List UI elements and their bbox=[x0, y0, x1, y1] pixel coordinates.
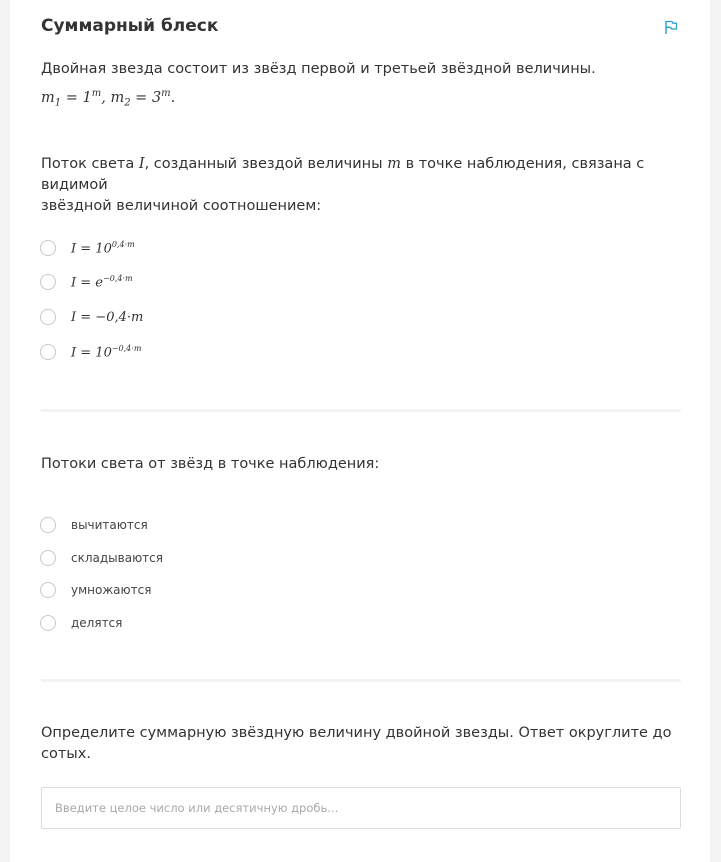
problem-intro: Двойная звезда состоит из звёзд первой и третьей звёздной величины. bbox=[41, 61, 596, 77]
q1-option-1[interactable] bbox=[40, 238, 135, 258]
option-label: $I = 10^{0,4\cdot m}$ bbox=[71, 239, 135, 257]
option-label: умножаются bbox=[71, 583, 152, 597]
radio-button[interactable] bbox=[40, 615, 56, 631]
q1-option-4[interactable] bbox=[40, 342, 141, 362]
q2-option-3[interactable] bbox=[40, 580, 151, 600]
option-label: $I = e^{-0,4\cdot m}$ bbox=[71, 273, 133, 291]
radio-button[interactable] bbox=[40, 240, 56, 256]
task-card bbox=[10, 0, 710, 862]
section-divider bbox=[41, 679, 681, 682]
q2-option-1[interactable] bbox=[40, 515, 148, 535]
problem-formula: $m_1 = 1^m$, $m_2 = 3^m$. bbox=[41, 88, 176, 109]
q1-option-2[interactable] bbox=[40, 272, 133, 292]
option-label: $I = 10^{-0,4\cdot m}$ bbox=[71, 343, 142, 361]
answer-input[interactable] bbox=[41, 787, 681, 829]
question-1-text: Поток света I, созданный звездой величины m в точке наблюдения, связана с видимой звёздной величиной соотношением: bbox=[41, 156, 645, 214]
q2-option-4[interactable] bbox=[40, 613, 122, 633]
option-label: складываются bbox=[71, 551, 163, 565]
option-label: делятся bbox=[71, 616, 123, 630]
radio-button[interactable] bbox=[40, 517, 56, 533]
q1-option-3[interactable] bbox=[40, 307, 143, 327]
radio-button[interactable] bbox=[40, 550, 56, 566]
radio-button[interactable] bbox=[40, 309, 56, 325]
option-label: I = −0,4·m bbox=[71, 309, 144, 325]
option-label: вычитаются bbox=[71, 518, 148, 532]
task-title: Суммарный блеск bbox=[41, 16, 219, 36]
question-3-text: Определите суммарную звёздную величину двойной звезды. Ответ округлите до сотых. bbox=[41, 725, 672, 762]
section-divider bbox=[41, 409, 681, 412]
radio-button[interactable] bbox=[40, 344, 56, 360]
flag-icon[interactable] bbox=[663, 19, 679, 35]
radio-button[interactable] bbox=[40, 582, 56, 598]
question-2-text: Потоки света от звёзд в точке наблюдения: bbox=[41, 456, 380, 472]
radio-button[interactable] bbox=[40, 274, 56, 290]
q2-option-2[interactable] bbox=[40, 548, 163, 568]
